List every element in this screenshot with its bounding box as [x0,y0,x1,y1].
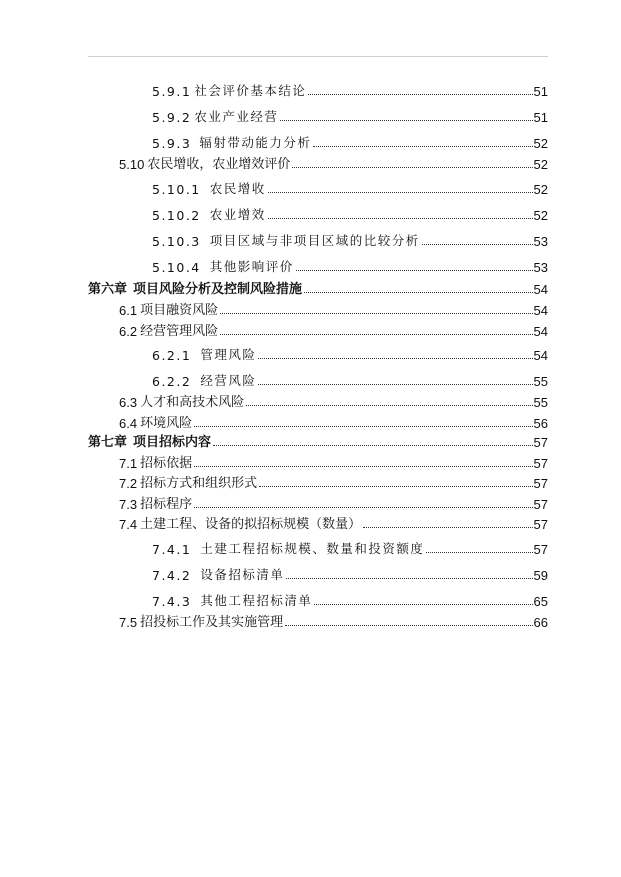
toc-entry-7-4[interactable] [119,512,548,532]
toc-entry-6-3[interactable] [119,390,548,410]
toc-entry-number: 6.4 [119,416,138,431]
toc-entry-number: 7.5 [119,615,138,630]
toc-entry-title: 设备招标清单 [200,567,285,582]
toc-chapter-6[interactable] [88,277,548,297]
toc-leader-dots [194,426,532,427]
toc-entry-page: 55 [533,374,548,389]
toc-entry-page: 52 [533,157,548,172]
toc-entry-page: 56 [533,416,548,431]
toc-entry-number: 5.10.3 [152,234,201,249]
toc-entry-page: 57 [533,476,548,491]
toc-entry-5-10-1[interactable] [152,177,548,197]
toc-entry-title: 农业产业经营 [194,109,279,124]
toc-entry-title: 土建工程、设备的拟招标规模（数量） [140,517,362,532]
toc-entry-number: 5.10.4 [152,260,201,275]
toc-leader-dots [280,120,532,121]
toc-entry-title: 农民增收，农业增效评价 [147,157,291,172]
toc-entry-7-4-3[interactable] [152,589,548,609]
toc-entry-page: 66 [533,615,548,630]
toc-leader-dots [285,625,532,626]
toc-leader-dots [258,358,532,359]
toc-entry-page: 52 [533,182,548,197]
toc-entry-page: 59 [533,568,548,583]
toc-chapter-7[interactable] [88,430,548,450]
toc-leader-dots [194,507,532,508]
toc-entry-5-9-1[interactable] [152,79,548,99]
toc-entry-page: 51 [533,110,548,125]
toc-entry-page: 53 [533,234,548,249]
toc-entry-title: 其他工程招标清单 [200,593,313,608]
toc-entry-number: 6.2.1 [152,348,192,363]
toc-entry-number: 6.2.2 [152,374,192,389]
toc-entry-number: 7.4.3 [152,594,192,609]
toc-entry-6-1[interactable] [119,298,548,318]
toc-leader-dots [292,167,532,168]
toc-entry-title: 辐射带动能力分析 [199,135,312,150]
toc-leader-dots [213,445,533,446]
toc-entry-page: 54 [533,324,548,339]
toc-entry-page: 65 [533,594,548,609]
toc-leader-dots [426,552,532,553]
toc-leader-dots [268,192,533,193]
toc-entry-7-4-2[interactable] [152,563,548,583]
toc-leader-dots [363,527,532,528]
toc-entry-title: 招标方式和组织形式 [140,476,258,491]
toc-leader-dots [194,466,532,467]
toc-leader-dots [268,218,533,219]
toc-entry-page: 57 [533,517,548,532]
toc-leader-dots [220,334,532,335]
toc-leader-dots [304,292,533,293]
toc-entry-number: 第六章 [88,282,128,297]
toc-entry-page: 53 [533,260,548,275]
toc-leader-dots [296,270,533,271]
toc-entry-title: 农业增效 [209,207,266,222]
toc-entry-title: 项目区域与非项目区域的比较分析 [209,233,420,248]
toc-entry-5-10[interactable] [119,152,548,172]
toc-entry-number: 7.2 [119,476,138,491]
toc-entry-number: 7.4.1 [152,542,192,557]
toc-entry-title: 招标依据 [140,456,193,471]
toc-entry-page: 57 [533,456,548,471]
toc-entry-7-1[interactable] [119,451,548,471]
toc-leader-dots [313,146,532,147]
toc-leader-dots [220,313,532,314]
toc-entry-page: 57 [533,497,548,512]
toc-entry-7-2[interactable] [119,471,548,491]
toc-entry-title: 招投标工作及其实施管理 [140,615,284,630]
toc-entry-number: 6.2 [119,324,138,339]
toc-leader-dots [258,384,532,385]
header-rule [88,56,548,57]
toc-entry-5-10-3[interactable] [152,229,548,249]
toc-entry-6-2-2[interactable] [152,369,548,389]
toc-leader-dots [308,94,532,95]
toc-entry-5-9-2[interactable] [152,105,548,125]
toc-entry-title: 经营管理风险 [140,324,219,339]
toc-leader-dots [246,405,532,406]
toc-entry-page: 54 [533,282,548,297]
toc-entry-page: 52 [533,208,548,223]
toc-entry-7-5[interactable] [119,610,548,630]
toc-entry-5-10-2[interactable] [152,203,548,223]
toc-entry-number: 7.1 [119,456,138,471]
toc-entry-title: 人才和高技术风险 [140,395,245,410]
toc-entry-page: 52 [533,136,548,151]
toc-entry-title: 项目招标内容 [133,435,212,450]
toc-entry-number: 5.9.1 [152,84,192,99]
toc-entry-page: 57 [533,435,548,450]
toc-entry-5-9-3[interactable] [152,131,548,151]
toc-entry-7-3[interactable] [119,492,548,512]
toc-entry-title: 其他影响评价 [209,259,294,274]
toc-entry-number: 5.10 [119,157,145,172]
toc-entry-7-4-1[interactable] [152,537,548,557]
toc-entry-page: 57 [533,542,548,557]
toc-entry-6-2[interactable] [119,319,548,339]
toc-entry-number: 5.9.3 [152,136,192,151]
toc-leader-dots [259,486,532,487]
toc-entry-title: 管理风险 [200,347,257,362]
toc-leader-dots [314,604,532,605]
toc-entry-5-10-4[interactable] [152,255,548,275]
toc-entry-page: 51 [533,84,548,99]
toc-entry-number: 7.4 [119,517,138,532]
toc-entry-title: 经营风险 [200,373,257,388]
toc-entry-number: 6.1 [119,303,138,318]
toc-leader-dots [286,578,532,579]
toc-entry-number: 7.3 [119,497,138,512]
toc-entry-number: 5.10.1 [152,182,201,197]
toc-entry-number: 5.10.2 [152,208,201,223]
toc-entry-6-4[interactable] [119,411,548,431]
toc-entry-number: 6.3 [119,395,138,410]
toc-entry-title: 项目融资风险 [140,303,219,318]
toc-entry-title: 农民增收 [209,181,266,196]
toc-entry-number: 7.4.2 [152,568,192,583]
toc-entry-number: 5.9.2 [152,110,192,125]
toc-entry-title: 土建工程招标规模、数量和投资额度 [200,541,425,556]
toc-entry-title: 社会评价基本结论 [194,83,307,98]
toc-entry-title: 项目风险分析及控制风险措施 [133,282,303,297]
toc-leader-dots [422,244,533,245]
toc-entry-page: 55 [533,395,548,410]
toc-entry-title: 招标程序 [140,497,193,512]
toc-entry-title: 环境风险 [140,416,193,431]
toc-entry-page: 54 [533,303,548,318]
toc-entry-number: 第七章 [88,435,128,450]
toc-entry-page: 54 [533,348,548,363]
toc-entry-6-2-1[interactable] [152,343,548,363]
